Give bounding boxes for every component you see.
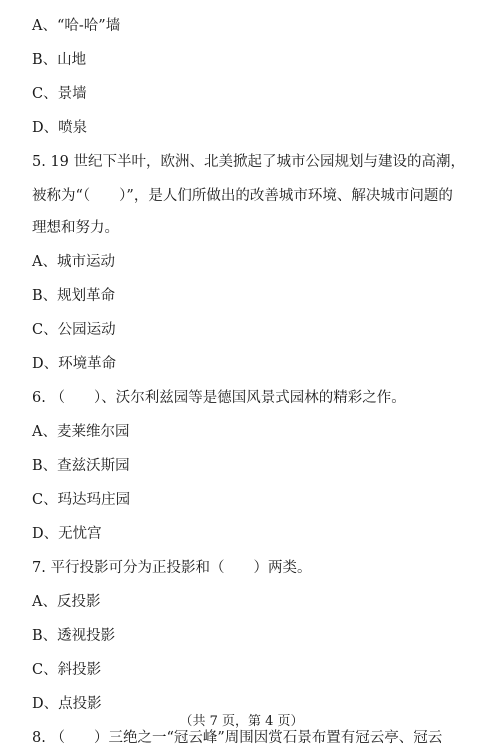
q4-option-c: C、景墙: [32, 86, 87, 102]
q4-option-a: A、“哈-哈”墙: [32, 18, 121, 34]
q4-option-b: B、山地: [32, 52, 87, 68]
q5-stem-line-2: 被称为“（ ）”，是人们所做出的改善城市环境、解决城市问题的: [32, 188, 453, 204]
q5-option-c: C、公园运动: [32, 322, 116, 338]
page-footer: （共 7 页，第 4 页）: [179, 714, 304, 729]
q5-stem-line-3: 理想和努力。: [32, 220, 119, 236]
q5-option-b: B、规划革命: [32, 288, 116, 304]
q5-option-d: D、环境革命: [32, 356, 117, 372]
q6-stem: 6. （ ）、沃尔利兹园等是德国风景式园林的精彩之作。: [32, 390, 406, 406]
q7-stem: 7. 平行投影可分为正投影和（ ）两类。: [32, 560, 312, 576]
q5-stem-line-1: 5. 19 世纪下半叶，欧洲、北美掀起了城市公园规划与建设的高潮，: [32, 154, 466, 170]
q6-option-b: B、查兹沃斯园: [32, 458, 130, 474]
q4-option-d: D、喷泉: [32, 120, 88, 136]
q7-option-c: C、斜投影: [32, 662, 102, 678]
q6-option-c: C、玛达玛庄园: [32, 492, 131, 508]
q6-option-a: A、麦莱维尔园: [32, 424, 130, 440]
q7-option-d: D、点投影: [32, 696, 102, 712]
q6-option-d: D、无忧宫: [32, 526, 102, 542]
q5-option-a: A、城市运动: [32, 254, 115, 270]
q8-stem: 8. （ ）三绝之一“冠云峰”周围因赏石景布置有冠云亭、冠云: [32, 730, 443, 746]
q7-option-b: B、透视投影: [32, 628, 116, 644]
q7-option-a: A、反投影: [32, 594, 101, 610]
